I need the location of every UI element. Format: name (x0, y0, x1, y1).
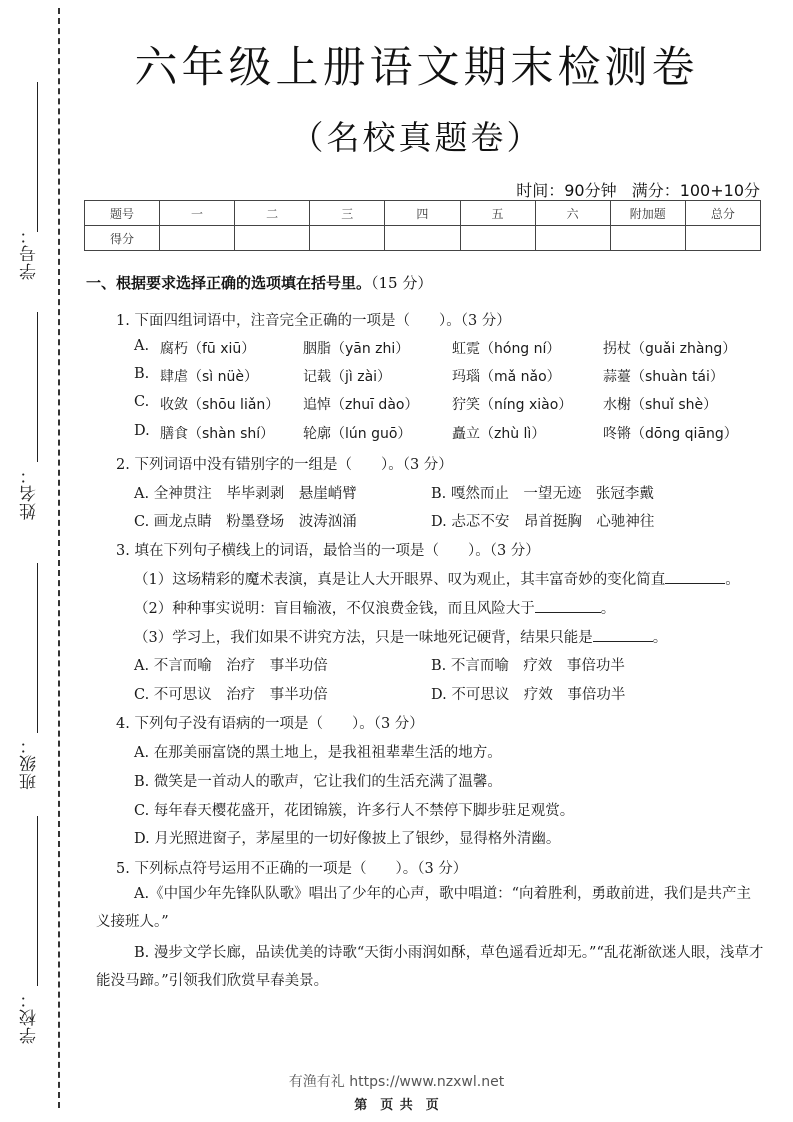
score-cell: 附加题 (610, 201, 685, 226)
pinyin-item: 水榭（shuǐ shè） (603, 397, 718, 413)
question-5-option-b: B. 漫步文学长廊，品读优美的诗歌“天街小雨润如酥，草色遥看近却无。”“乱花渐欲迷人眼，浅草才能没马蹄。”引领我们欣赏早春美景。 (96, 945, 764, 989)
pinyin-item: 记载（jì zài） (303, 369, 392, 385)
section-points: （15 分） (371, 274, 433, 292)
score-cell: 三 (310, 201, 385, 226)
school-line[interactable] (37, 816, 38, 986)
class-label: 班级： (20, 736, 40, 790)
sentence-end: 。 (600, 601, 616, 617)
pinyin-item: 狞笑（níng xiào） (452, 397, 573, 413)
score-cell: 六 (535, 201, 610, 226)
question-3-stem: 3. 填在下列句子横线上的词语，最恰当的一项是（ ）。（3 分） (116, 543, 540, 559)
question-2-option-d: D. 忐忑不安 昂首挺胸 心驰神往 (431, 514, 655, 530)
question-4-option-b: B. 微笑是一首动人的歌声，它让我们的生活充满了温馨。 (134, 774, 502, 790)
pinyin-item: 胭脂（yān zhi） (303, 341, 410, 357)
question-2-option-c: C. 画龙点睛 粉墨登场 波涛汹涌 (134, 514, 357, 530)
page-number: 第 页 共 页 (354, 1098, 439, 1113)
exam-meta (506, 178, 760, 201)
score-input-cell[interactable] (685, 226, 760, 251)
pinyin-item: 追悼（zhuī dào） (303, 397, 419, 413)
exam-subtitle: （名校真题卷） (290, 118, 543, 157)
pinyin-item: 玛瑙（mǎ nǎo） (452, 369, 561, 385)
question-2-option-a: A. 全神贯注 毕毕剥剥 悬崖峭臂 (134, 486, 357, 502)
sentence-text: （1）这场精彩的魔术表演，真是让人大开眼界、叹为观止，其丰富奇妙的变化简直 (134, 572, 666, 588)
pinyin-item: 肆虐（sì nüè） (160, 369, 258, 385)
score-cell: 五 (460, 201, 535, 226)
question-2-option-b: B. 嘎然而止 一望无迹 张冠李戴 (431, 486, 654, 502)
pinyin-item: 矗立（zhù lì） (452, 426, 546, 442)
option-letter: B. (134, 366, 150, 382)
question-3-option-b: B. 不言而喻 疗效 事倍功半 (431, 658, 625, 674)
question-2-stem: 2. 下列词语中没有错别字的一组是（ ）。（3 分） (116, 457, 453, 473)
question-5-option-a: A.《中国少年先锋队队歌》唱出了少年的心声，歌中唱道：“向着胜利，勇敢前进，我们是共产主义接班人。” (96, 886, 751, 930)
question-3-option-c: C. 不可思议 治疗 事半功倍 (134, 687, 328, 703)
score-cell: 得分 (85, 226, 160, 251)
section-heading (86, 272, 432, 293)
score-table (84, 200, 761, 251)
score-input-cell[interactable] (610, 226, 685, 251)
score-cell: 四 (385, 201, 460, 226)
question-4-option-c: C. 每年春天樱花盛开，花团锦簇，许多行人不禁停下脚步驻足观赏。 (134, 803, 575, 819)
sentence-end: 。 (725, 572, 740, 588)
question-3-sentence-3 (134, 626, 667, 647)
sentence-text: （3）学习上，我们如果不讲究方法，只是一味地死记硬背，结果只能是 (134, 630, 593, 646)
question-3-option-a: A. 不言而喻 治疗 事半功倍 (134, 658, 328, 674)
fill-blank[interactable] (593, 628, 653, 642)
fill-blank[interactable] (535, 599, 601, 613)
pinyin-item: 腐朽（fū xiū） (160, 341, 256, 357)
pinyin-item: 虹霓（hóng ní） (452, 341, 561, 357)
score-input-cell[interactable] (310, 226, 385, 251)
class-line[interactable] (37, 563, 38, 733)
binding-dashed-line (58, 8, 60, 1108)
score-cell: 题号 (85, 201, 160, 226)
question-5-stem: 5. 下列标点符号运用不正确的一项是（ ）。（3 分） (116, 861, 468, 877)
section-heading-text: 一、根据要求选择正确的选项填在括号里。 (86, 274, 372, 292)
score-cell: 总分 (685, 201, 760, 226)
score-input-cell[interactable] (235, 226, 310, 251)
score-input-cell[interactable] (535, 226, 610, 251)
question-3-option-d: D. 不可思议 疗效 事倍功半 (431, 687, 626, 703)
time-limit: 时间：90分钟 (516, 181, 617, 200)
pinyin-item: 咚锵（dōng qiāng） (603, 426, 738, 442)
question-4-option-d: D. 月光照进窗子，茅屋里的一切好像披上了银纱，显得格外清幽。 (134, 831, 561, 847)
sentence-text: （2）种种事实说明：盲目输液，不仅浪费金钱，而且风险大于 (134, 601, 535, 617)
fill-blank[interactable] (665, 570, 725, 584)
option-letter: C. (134, 394, 150, 410)
score-input-cell[interactable] (160, 226, 235, 251)
pinyin-item: 拐杖（guǎi zhàng） (603, 341, 737, 357)
question-4-stem: 4. 下列句子没有语病的一项是（ ）。（3 分） (116, 716, 424, 732)
pinyin-item: 收敛（shōu liǎn） (160, 397, 280, 413)
score-table-header-row (85, 201, 761, 226)
name-line[interactable] (37, 312, 38, 462)
pinyin-item: 蒜薹（shuàn tái） (603, 369, 724, 385)
pinyin-item: 轮廓（lún guō） (303, 426, 412, 442)
question-3-sentence-2 (134, 597, 615, 618)
score-input-cell[interactable] (460, 226, 535, 251)
score-table-score-row (85, 226, 761, 251)
full-score: 满分：100+10分 (631, 181, 760, 200)
score-input-cell[interactable] (385, 226, 460, 251)
school-label: 学校： (20, 990, 40, 1044)
question-1-stem: 1. 下面四组词语中，注音完全正确的一项是（ ）。（3 分） (116, 313, 511, 329)
pinyin-item: 膳食（shàn shí） (160, 426, 275, 442)
question-3-sentence-1 (134, 568, 740, 589)
option-letter: A. (134, 338, 150, 354)
name-label: 姓名： (20, 466, 40, 520)
option-letter: D. (134, 423, 150, 439)
student-id-label: 学号： (20, 226, 40, 280)
score-cell: 一 (160, 201, 235, 226)
question-4-option-a: A. 在那美丽富饶的黑土地上，是我祖祖辈辈生活的地方。 (134, 745, 502, 761)
footer-watermark: 有渔有礼 https://www.nzxwl.net (288, 1074, 505, 1090)
exam-title: 六年级上册语文期末检测卷 (134, 43, 699, 93)
sentence-end: 。 (652, 630, 668, 646)
score-cell: 二 (235, 201, 310, 226)
